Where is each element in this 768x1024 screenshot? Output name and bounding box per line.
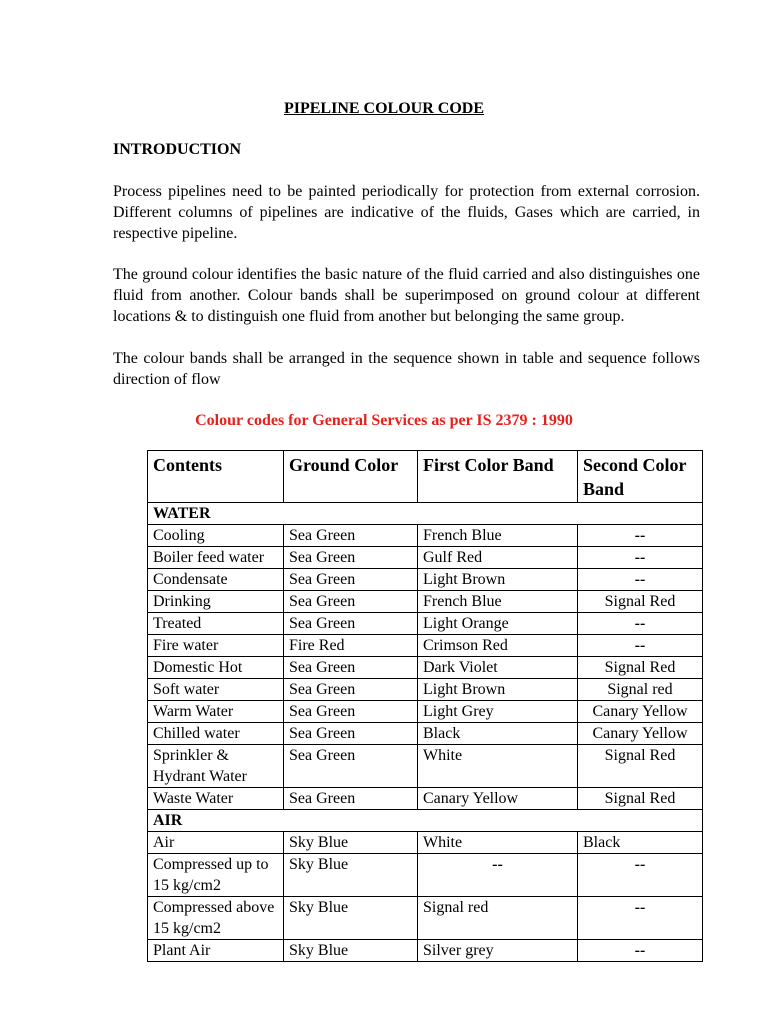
- group-row: [148, 810, 703, 832]
- page-title: PIPELINE COLOUR CODE: [283, 100, 485, 117]
- table-body: [148, 503, 703, 962]
- cell-ground-color: Sky Blue: [284, 897, 418, 940]
- section-heading: INTRODUCTION: [113, 141, 242, 158]
- cell-second-band: --: [578, 940, 703, 962]
- cell-second-band: --: [578, 613, 703, 635]
- table-caption: Colour codes for General Services as per IS 2379 : 1990: [195, 412, 573, 429]
- cell-first-band: Light Brown: [418, 679, 578, 701]
- group-label: AIR: [148, 810, 703, 832]
- cell-second-band: Black: [578, 832, 703, 854]
- cell-ground-color: Sea Green: [284, 679, 418, 701]
- table-row: [148, 723, 703, 745]
- cell-ground-color: Sky Blue: [284, 832, 418, 854]
- cell-first-band: --: [418, 854, 578, 897]
- table-row: [148, 897, 703, 940]
- cell-ground-color: Sea Green: [284, 723, 418, 745]
- table-row: [148, 613, 703, 635]
- colour-code-table: [147, 450, 703, 962]
- cell-second-band: --: [578, 635, 703, 657]
- table-row: [148, 657, 703, 679]
- cell-contents: Soft water: [148, 679, 284, 701]
- intro-paragraph-1: Process pipelines need to be painted periodically for protection from external corrosion. Different columns of pipelines are indicative of the fluids, Gases which are carried, in respective pipeline.: [113, 183, 700, 242]
- table-row: [148, 569, 703, 591]
- table-row: [148, 854, 703, 897]
- header-contents: Contents: [148, 451, 284, 503]
- header-ground-color: Ground Color: [284, 451, 418, 503]
- header-second-band: Second Color Band: [578, 451, 703, 503]
- cell-second-band: --: [578, 525, 703, 547]
- cell-contents: Warm Water: [148, 701, 284, 723]
- cell-second-band: Canary Yellow: [578, 723, 703, 745]
- cell-contents: Air: [148, 832, 284, 854]
- group-label: WATER: [148, 503, 703, 525]
- table-row: [148, 525, 703, 547]
- table-row: [148, 701, 703, 723]
- cell-contents: Domestic Hot: [148, 657, 284, 679]
- table-header-row: [148, 451, 703, 503]
- cell-first-band: Light Brown: [418, 569, 578, 591]
- intro-paragraph-3: The colour bands shall be arranged in the sequence shown in table and sequence follows direction of flow: [113, 350, 700, 388]
- cell-ground-color: Sea Green: [284, 701, 418, 723]
- cell-contents: Treated: [148, 613, 284, 635]
- cell-ground-color: Sea Green: [284, 547, 418, 569]
- cell-ground-color: Sea Green: [284, 591, 418, 613]
- cell-first-band: Crimson Red: [418, 635, 578, 657]
- cell-ground-color: Sea Green: [284, 613, 418, 635]
- cell-first-band: Canary Yellow: [418, 788, 578, 810]
- cell-second-band: --: [578, 854, 703, 897]
- cell-ground-color: Sky Blue: [284, 854, 418, 897]
- cell-second-band: Signal Red: [578, 657, 703, 679]
- cell-second-band: Signal red: [578, 679, 703, 701]
- cell-second-band: Signal Red: [578, 745, 703, 788]
- cell-first-band: Silver grey: [418, 940, 578, 962]
- cell-ground-color: Sky Blue: [284, 940, 418, 962]
- cell-contents: Condensate: [148, 569, 284, 591]
- group-row: [148, 503, 703, 525]
- cell-ground-color: Fire Red: [284, 635, 418, 657]
- cell-second-band: Signal Red: [578, 788, 703, 810]
- cell-ground-color: Sea Green: [284, 657, 418, 679]
- table-row: [148, 788, 703, 810]
- cell-second-band: Signal Red: [578, 591, 703, 613]
- cell-ground-color: Sea Green: [284, 788, 418, 810]
- cell-second-band: --: [578, 897, 703, 940]
- cell-first-band: White: [418, 745, 578, 788]
- cell-contents: Cooling: [148, 525, 284, 547]
- cell-first-band: Light Orange: [418, 613, 578, 635]
- header-first-band: First Color Band: [418, 451, 578, 503]
- cell-contents: Waste Water: [148, 788, 284, 810]
- cell-first-band: Light Grey: [418, 701, 578, 723]
- cell-contents: Compressed above 15 kg/cm2: [148, 897, 284, 940]
- cell-contents: Drinking: [148, 591, 284, 613]
- cell-first-band: Black: [418, 723, 578, 745]
- cell-contents: Fire water: [148, 635, 284, 657]
- cell-second-band: --: [578, 569, 703, 591]
- table-row: [148, 547, 703, 569]
- cell-contents: Compressed up to 15 kg/cm2: [148, 854, 284, 897]
- cell-ground-color: Sea Green: [284, 525, 418, 547]
- cell-first-band: French Blue: [418, 591, 578, 613]
- cell-ground-color: Sea Green: [284, 745, 418, 788]
- cell-first-band: Dark Violet: [418, 657, 578, 679]
- table-row: [148, 745, 703, 788]
- cell-contents: Chilled water: [148, 723, 284, 745]
- cell-ground-color: Sea Green: [284, 569, 418, 591]
- cell-first-band: White: [418, 832, 578, 854]
- cell-contents: Plant Air: [148, 940, 284, 962]
- cell-first-band: Gulf Red: [418, 547, 578, 569]
- table-row: [148, 940, 703, 962]
- cell-second-band: Canary Yellow: [578, 701, 703, 723]
- cell-contents: Sprinkler & Hydrant Water: [148, 745, 284, 788]
- cell-first-band: French Blue: [418, 525, 578, 547]
- table-row: [148, 635, 703, 657]
- table-row: [148, 591, 703, 613]
- cell-second-band: --: [578, 547, 703, 569]
- table-row: [148, 832, 703, 854]
- table-row: [148, 679, 703, 701]
- intro-paragraph-2: The ground colour identifies the basic nature of the fluid carried and also distinguishes one fluid from another. Colour bands shall be superimposed on ground colour at different locations & to distinguish one fluid from another but belonging the same group.: [113, 266, 700, 325]
- cell-contents: Boiler feed water: [148, 547, 284, 569]
- cell-first-band: Signal red: [418, 897, 578, 940]
